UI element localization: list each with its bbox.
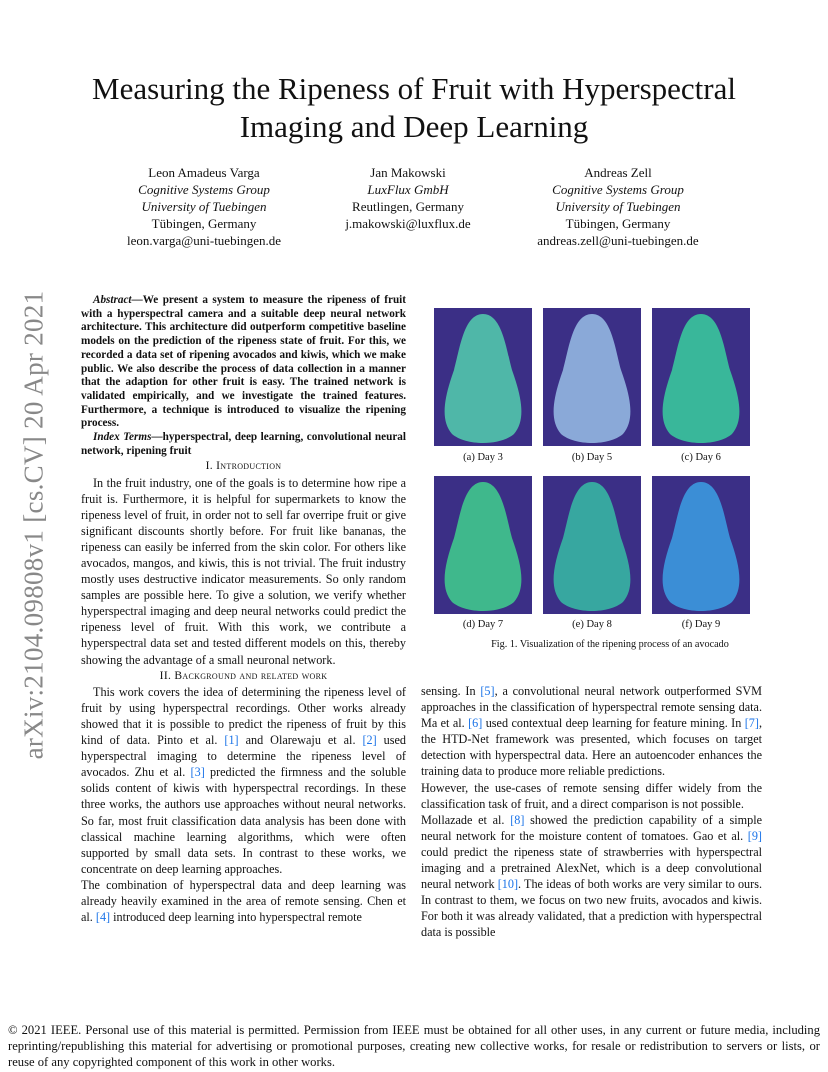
arxiv-stamp-text: arXiv:2104.09808v1 [cs.CV] 20 Apr 2021 [18,290,49,760]
figure-caption: Fig. 1. Visualization of the ripening process of an avocado [491,639,729,650]
abstract-label: Abstract [93,294,132,306]
background-paragraph-1: This work covers the idea of determining the ripeness level of fruit by using hyperspectral recordings. Other works already showed that it is possible to predict the ripeness of fruit by this kind of data. Pinto et al. [1] and Olarewaju et al. [2] used hyperspectral imaging to determine the ripeness level of avocados. Zhu et al. [3] predicted the firmness and the soluble solids content of kiwis with hyperspectral recordings. In these three works, the authors use approaches without neural networks. So far, most fruit classification data analysis has been done with classical machine learning algorithms, which were often supported by small data sets. In contrast to these works, we concentrate on deep learning approaches. [81,684,406,876]
caption-day6: (c) Day 6 [681,452,721,463]
author-affiliation: University of Tuebingen [555,199,681,214]
author-2 [288,164,528,232]
citation-link[interactable]: [1] [224,733,239,748]
citation-link[interactable]: [8] [510,812,525,827]
background-paragraph-2: The combination of hyperspectral data and deep learning was already heavily examined in the area of remote sensing. Chen et al. [4] introduced deep learning into hyperspectral remote [81,877,406,925]
abstract-text: —We present a system to measure the ripeness of fruit with a hyperspectral camera and a suitable deep neural network architecture. This architecture did outperform competitive baseline models on the prediction of the ripeness state of fruit. For this, we recorded a data set of ripening avocados and kiwis, which we make public. We also describe the process of data collection in a manner that the adaption for other fruit is easy. The trained network is validated empirically, and we investigate the trained features. Furthermore, a technique is introduced to visualize the ripening process. [81,294,406,430]
citation-link[interactable]: [5] [480,684,495,698]
citation-link[interactable]: [2] [362,733,377,748]
author-affiliation: University of Tuebingen [141,199,267,214]
author-affiliation: LuxFlux GmbH [367,182,449,197]
citation-link[interactable]: [7] [744,716,759,731]
author-location: Tübingen, Germany [151,216,257,231]
avocado-shape [554,482,631,611]
citation-link[interactable]: [3] [190,765,205,780]
figure-panel-day8 [543,476,641,614]
citation-link[interactable]: [10] [497,877,519,892]
avocado-shape [445,314,522,443]
author-name: Leon Amadeus Varga [148,165,260,180]
author-email: j.makowski@luxflux.de [345,216,471,231]
author-3 [498,164,738,249]
avocado-shape [663,314,740,443]
author-affiliation: Cognitive Systems Group [138,182,270,197]
copyright-footer: © 2021 IEEE. Personal use of this material is permitted. Permission from IEEE must be obtained for all other uses, in any current or future media, including reprinting/republishing this material for advertising or promotional purposes, creating new collective works, for resale or redistribution to servers or lists, or reuse of any copyrighted component of this work in other works. [8,1023,820,1069]
right-paragraph-1: sensing. In [5], a convolutional neural network outperformed SVM approaches in the classification of hyperspectral remote sensing data. Ma et al. [6] used contextual deep learning for feature mining. In [7], the HTD-Net framework was presented, which focuses on target detection with hyperspectral data. Here an autoencoder enhances the training data to produce more reliable predictions. [421,684,763,779]
caption-day8: (e) Day 8 [572,619,612,630]
author-location: Tübingen, Germany [565,216,671,231]
author-name: Andreas Zell [584,165,652,180]
figure-panel-day9 [652,476,750,614]
right-paragraph-3: Mollazade et al. [8] showed the prediction capability of a simple neural network for the moisture content of tomatoes. Gao et al. [9] could predict the ripeness state of strawberries with hyperspectral imaging and a pretrained AlexNet, which is a deep convolutional neural network [10]. The ideas of both works are very similar to ours. In contrast to them, we focus on two new fruits, avocados and kiwis. For both it was already validated, that a prediction with hyperspectral data is possible [421,812,762,940]
author-name: Jan Makowski [370,165,446,180]
arxiv-stamp [16,290,52,760]
citation-link[interactable]: [9] [747,828,762,843]
caption-day7: (d) Day 7 [462,619,504,630]
author-affiliation: Cognitive Systems Group [552,182,684,197]
author-email: leon.varga@uni-tuebingen.de [127,233,281,248]
index-terms-text: —hyperspectral, deep learning, convolutional neural network, ripening fruit [81,431,406,457]
section-heading-background: II. Background and related work [159,668,328,682]
avocado-shape [554,314,631,443]
figure-panel-day3 [434,308,532,446]
avocado-shape [445,482,522,611]
author-location: Reutlingen, Germany [352,199,464,214]
intro-paragraph: In the fruit industry, one of the goals is to determine how ripe a fruit is. Furthermore, it is helpful for supermarkets to know the ripeness level of fruit, in order not to sell far overripe fruit or give significant discounts shortly before. For fruit like bananas, the ripeness can easily be inferred from the skin color. For others like avocados, mangos, and kiwis, this is not trivial. The fruit industry mostly uses destructive indicator measurements. So only random samples are possible here. To give a solution, we verify whether hyperspectral imaging and deep neural networks could predict the ripeness level of fruit. With this work, we contribute a hyperspectral data set and tested different models on this, thereby showing the advantage of a small neuronal network. [81,475,406,667]
caption-day3: (a) Day 3 [463,452,503,463]
citation-link[interactable]: [4] [95,910,111,925]
right-paragraph-2: However, the use-cases of remote sensing differ widely from the classification task of fruit, and a direct comparison is not possible. [421,780,762,811]
index-terms-label: Index Terms [93,431,152,444]
index-terms [81,431,406,458]
author-email: andreas.zell@uni-tuebingen.de [537,233,699,248]
right-column [421,683,762,941]
avocado-shape [663,482,740,611]
citation-link[interactable]: [6] [468,716,483,731]
paper-title: Measuring the Ripeness of Fruit with Hyperspectral Imaging and Deep Learning [92,71,736,144]
caption-day9: (f) Day 9 [681,619,721,630]
figure-panel-day7 [434,476,532,614]
figure-panel-day6 [652,308,750,446]
caption-day5: (b) Day 5 [571,452,613,463]
section-heading-introduction: I. Introduction [205,459,282,473]
figure-panel-day5 [543,308,641,446]
abstract [81,294,406,431]
left-column [81,294,406,925]
